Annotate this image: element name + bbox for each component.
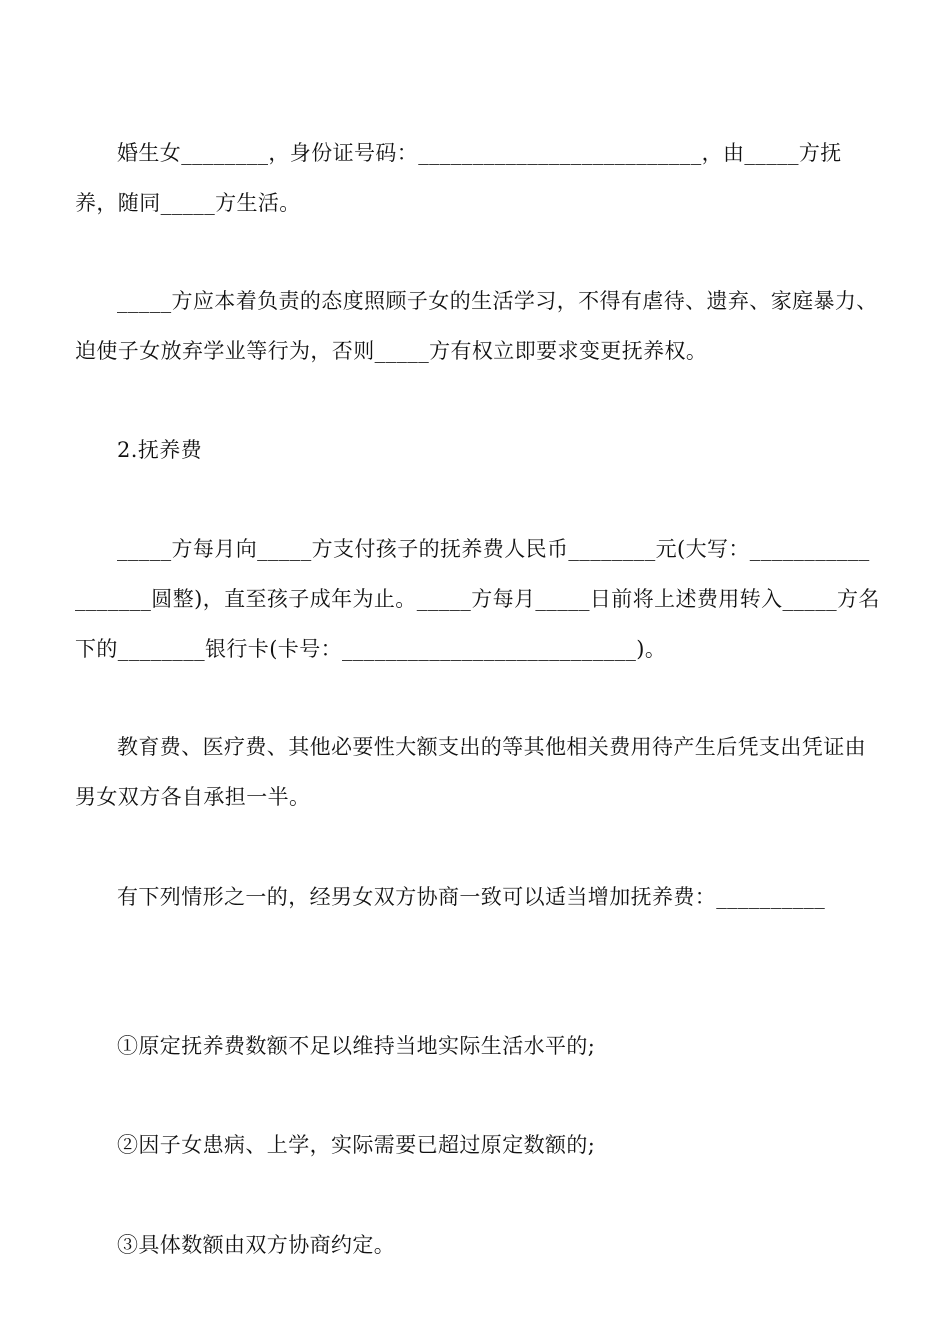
- responsibility-paragraph: _____方应本着负责的态度照顾子女的生活学习，不得有虐待、遗弃、家庭暴力、迫使子女放弃学业等行为，否则_____方有权立即要求变更抚养权。: [75, 289, 878, 363]
- list-item-1: ①原定抚养费数额不足以维持当地实际生活水平的;: [117, 1034, 596, 1058]
- section-heading-support-fee: 2.抚养费: [117, 438, 203, 462]
- support-fee-paragraph: _____方每月向_____方支付孩子的抚养费人民币________元(大写：__________________圆整)，直至孩子成年为止。_____方每月_____日前将上述费用转入_____方名下的________银行卡(卡号：___________________________)。: [75, 537, 880, 661]
- increase-conditions-paragraph: 有下列情形之一的，经男女双方协商一致可以适当增加抚养费：__________: [117, 885, 826, 909]
- custody-paragraph: 婚生女________，身份证号码：__________________________，由_____方抚养，随同_____方生活。: [75, 141, 842, 215]
- list-item-2: ②因子女患病、上学，实际需要已超过原定数额的;: [117, 1133, 596, 1157]
- list-item-3: ③具体数额由双方协商约定。: [117, 1233, 396, 1257]
- extra-expenses-paragraph: 教育费、医疗费、其他必要性大额支出的等其他相关费用待产生后凭支出凭证由男女双方各自承担一半。: [75, 735, 866, 809]
